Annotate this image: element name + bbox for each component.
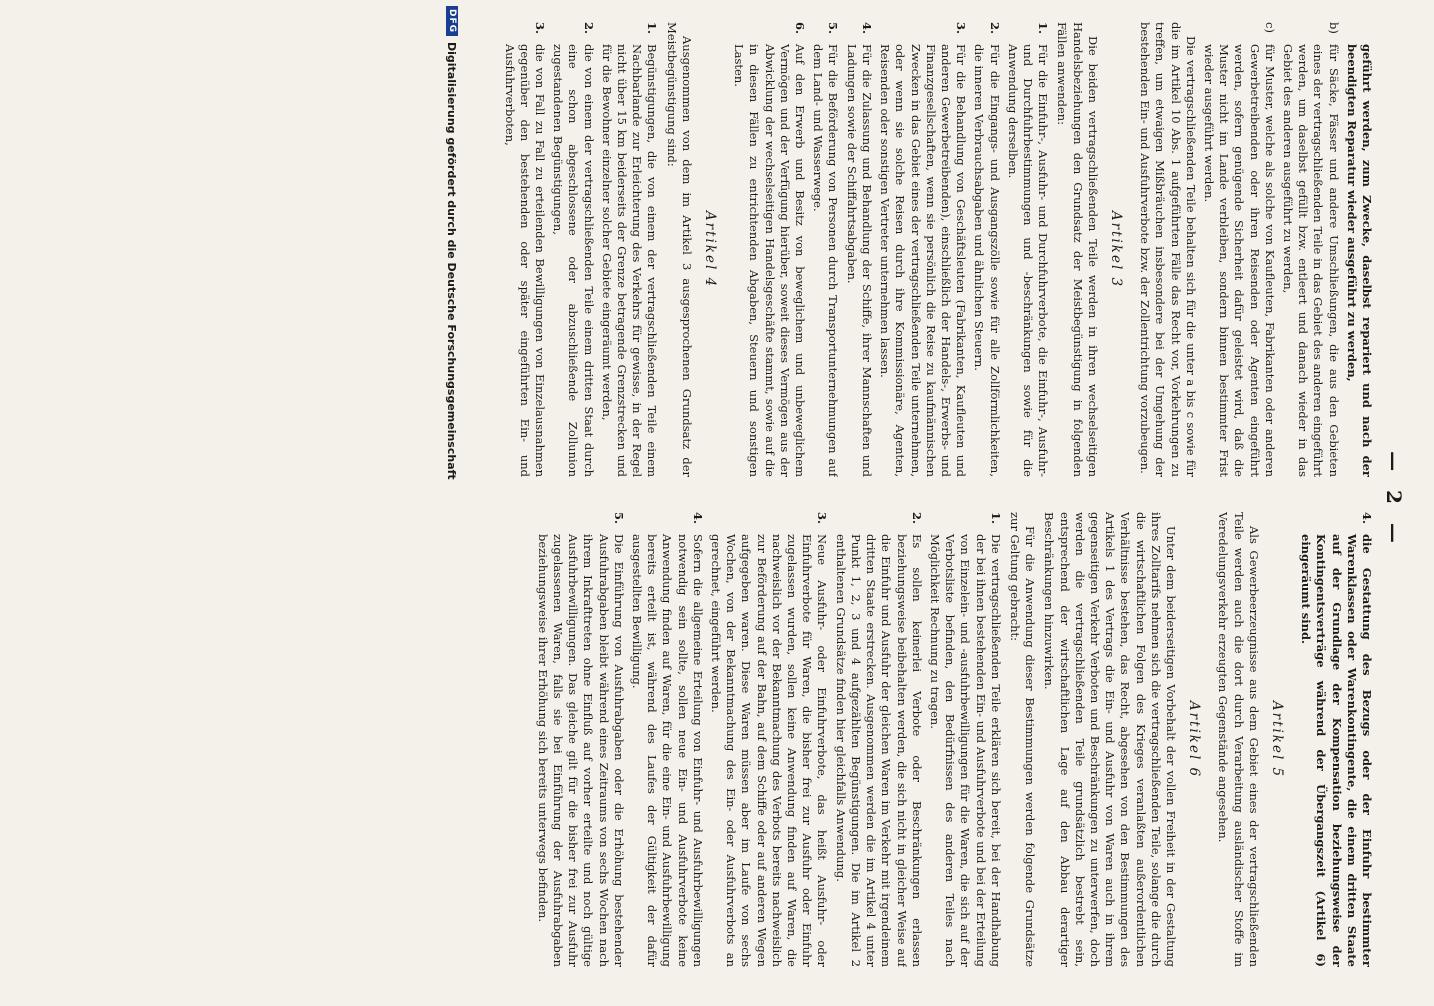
- list-marker: 4.: [690, 512, 705, 525]
- article-heading: Artikel 3: [1107, 210, 1124, 289]
- list-marker: 5.: [826, 22, 841, 35]
- list-item: [629, 512, 705, 967]
- list-marker: 6.: [793, 22, 808, 35]
- paragraph: Als Gewerbeerzeugnisse aus dem Gebiet eines der vertragschließenden Teile werden auch die dort durch Verarbeitung ausländischer Stoffe im Veredelungsverkehr erzeugten Gegenstände angesehen.: [1216, 512, 1261, 967]
- list-item: [844, 22, 874, 477]
- list-item: [877, 22, 968, 477]
- right-column: [74, 512, 1374, 967]
- list-item: [833, 512, 924, 967]
- paragraph: Die beiden vertragschließenden Teile werden in ihren wechselseitigen Handelsbeziehungen den Grundsatz der Meistbegünstigung in folgenden Fällen anwenden:: [1055, 22, 1100, 477]
- list-marker: 4.: [1360, 512, 1374, 525]
- article-heading: Artikel 6: [1186, 700, 1203, 779]
- article-6-list: [535, 512, 1003, 967]
- article-heading: Artikel 4: [702, 210, 719, 289]
- list-text: Für die Behandlung von Geschäftsleuten (Fabrikanten, Kaufleuten und anderen Gewerbetreibenden), einschließlich der Handels-, Erwerbs- und Finanzgesellschaften, wenn sie persönlich die Reise zu kaufmännischen Zwecken in das Gebiet eines der vertragschließenden Teile unternehmen, oder wenn sie solche Reisen durch ihre Kommissionäre, Agenten, Reisenden oder sonstigen Vertreter unternehmen lassen.: [878, 44, 969, 477]
- list-item: [1298, 512, 1374, 967]
- list-item: [1005, 22, 1051, 477]
- list-marker: 2.: [581, 22, 596, 35]
- list-item: [501, 22, 547, 477]
- list-item: [599, 22, 660, 477]
- list-item: [1201, 22, 1277, 477]
- article-4-list: [501, 22, 659, 477]
- list-text: Für die Beförderung von Personen durch Transportunternehmungen auf dem Land- und Wasserwege.: [811, 44, 841, 477]
- list-marker: [1344, 22, 1374, 44]
- list-marker: 3.: [533, 22, 548, 35]
- list-text: die Gestattung des Bezugs oder der Einfuhr bestimmter Warenklassen oder Warenkontingente, die einem dritten Staate auf der Grundlage der Kompensation beziehungsweise der Kontingentsverträge während der Übergangszeit (Artikel 6) eingeräumt sind.: [1299, 534, 1374, 967]
- paragraph: Die vertragschließenden Teile behalten sich für die unter a bis c sowie für die im Artikel 10 Abs. 1 aufgeführten Fälle das Recht vor, Vorkehrungen zu treffen, um etwaigen Mißbräuchen insbesondere bei der Umgehung der bestehenden Ein- und Ausfuhrverbote bzw. der Zollentrichtung vorzubeugen.: [1138, 22, 1198, 477]
- list-item: [708, 512, 830, 967]
- list-marker: 3.: [815, 512, 830, 525]
- list-item: [1280, 22, 1341, 477]
- paragraph: Unter dem beiderseitigen Vorbehalt der vollen Freiheit in der Gestaltung ihres Zolltarifs nehmen sich die vertragschließenden Teile, solange die durch die wirtschaftlichen Folgen des Krieges veranlaßten außerordentlichen Verhältnisse bestehen, das Recht, abgesehen von den Bestimmungen des Artikels 1 des Vertrags die Ein- und Ausfuhr von Waren auch in ihrem gegenseitigen Verkehr Verboten und Beschränkungen zu unterwerfen, doch werden die vertragschließenden Teile grundsätzlich bestrebt sein, entsprechend der wirtschaftlichen Lage auf den Abbau derartiger Beschränkungen hinzuwirken.: [1042, 512, 1178, 967]
- list-marker: 3.: [954, 22, 969, 35]
- list-text: für Säcke, Fässer und andere Umschließungen, die aus den Gebieten eines der vertragschließenden Teile in das Gebiet des anderen eingeführt werden, um daselbst gefüllt bzw. entleert und danach wieder in das Gebiet des anderen ausgeführt zu werden,: [1280, 44, 1341, 477]
- list-marker: c): [1262, 22, 1277, 33]
- list-marker: 1.: [988, 512, 1003, 525]
- list-marker: 2.: [987, 22, 1002, 35]
- list-text: Begünstigungen, die von einem der vertragschließenden Teile einem Nachbarlande zur Erleichterung des Verkehrs für gewisse, in der Regel nicht über 15 km beiderseits der Grenze betragende Grenzstrecken und für die Bewohner einzelner solcher Gebiete eingeräumt werden,: [599, 44, 660, 477]
- list-item: [731, 22, 807, 477]
- list-text: Neue Ausfuhr- oder Einfuhrverbote, das heißt Ausfuhr- oder Einfuhrverbote für Waren, die bisher frei zur Ausfuhr oder Einfuhr zugelassen wurden, sollen keine Anwendung finden auf Waren, die nachweislich vor der Bekanntmachung des Verbots bereits nachweislich zur Beförderung auf der Bahn, auf dem Schiffe oder auf anderen Wegen aufgegeben waren. Diese Waren müssen aber im Laufe von sechs Wochen, von der Bekanntmachung des Ein- oder Ausfuhrverbots an gerechnet, eingeführt werden.: [709, 534, 830, 967]
- list-marker: b): [1326, 22, 1341, 34]
- list-text: Es sollen keinerlei Verbote oder Beschränkungen erlassen beziehungsweise beibehalten werden, die sich nicht in gleicher Weise auf die Einfuhr und Ausfuhr der gleichen Waren im Verkehr mit irgendeinem dritten Staate erstrecken. Ausgenommen werden die im Artikel 4 unter Punkt 1, 2, 3 und 4 aufgezählten Begünstigungen. Die im Artikel 2 enthaltenen Grundsätze finden hier gleichfalls Anwendung.: [833, 534, 924, 967]
- list-text: die von einem der vertragschließenden Teile einem dritten Staat durch eine schon abgeschlossene oder abzuschließende Zollunion zugestandenen Begünstigungen,: [551, 44, 596, 477]
- list-marker: 1.: [1036, 22, 1051, 35]
- list-item: [535, 512, 626, 967]
- list-marker: 2.: [909, 512, 924, 525]
- article-heading: Artikel 5: [1268, 700, 1285, 779]
- list-text: Für die Zulassung und Behandlung der Schiffe, ihrer Mannschaften und Ladungen sowie der Schiffahrtsabgaben.: [844, 44, 874, 477]
- footer-text: Digitalisierung gefördert durch die Deutsche Forschungsgemeinschaft: [445, 42, 459, 480]
- dfg-logo: DFG: [446, 6, 458, 36]
- list-item: [927, 512, 1003, 967]
- list-text: Sofern die allgemeine Erteilung von Einfuhr- und Ausfuhrbewilligungen notwendig sein sollte, sollen neue Ein- und Ausfuhrverbote keine Anwendung finden auf Waren, für die eine Ein- und Ausfuhrbewilligung bereits erteilt ist, während des Laufes der Gültigkeit der dafür ausgestellten Bewilligung.: [630, 534, 705, 967]
- list-text: Auf den Erwerb und Besitz von beweglichem und unbeweglichem Vermögen und der Verfügung hierüber, soweit dieses Vermögen aus der Abwicklung der wechselseitigen Handelsgeschäfte stammt, sowie auf die in diesen Fällen zu entrichtenden Abgaben, Steuern und sonstigen Lasten.: [732, 44, 808, 477]
- list-text: Für die Eingangs- und Ausgangszölle sowie für alle Zollförmlichkeiten, die inneren Verbrauchsabgaben und ähnlichen Steuern.: [972, 44, 1002, 477]
- list-marker: 5.: [611, 512, 626, 525]
- page-number: — 2 —: [1382, 451, 1406, 549]
- intro-list: [1201, 22, 1374, 477]
- list-text: Die Einführung von Ausfuhrabgaben oder die Erhöhung bestehender Ausfuhrabgaben bleibt während eines Zeitraums von sechs Wochen nach ihrem Inkrafttreten ohne Einfluß auf vorher erteilte und noch gültige Ausfuhrbewilligungen. Das gleiche gilt für die bisher frei zur Ausfuhr zugelassenen Waren, falls sie bei Einführung der Ausfuhrabgaben beziehungsweise ihrer Erhöhung sich bereits unterwegs befinden.: [535, 534, 626, 967]
- list-item: [971, 22, 1001, 477]
- list-text: Die vertragschließenden Teile erklären sich bereit, bei der Handhabung der bei ihnen bestehenden Ein- und Ausfuhrverbote und bei der Erteilung von Einzelein- und -ausfuhrbewilligungen für die Waren, die sich auf der Verbotsliste befinden, den Bedürfnissen des anderen Teiles nach Möglichkeit Rechnung zu tragen.: [927, 534, 1003, 967]
- list-text: die von Fall zu Fall zu erteilenden Bewilligungen von Einzelausnahmen gegenüber den bestehenden oder später eingeführten Ein- und Ausfuhrverboten,: [502, 44, 548, 477]
- list-text: für Muster, welche als solche von Kaufleuten, Fabrikanten oder anderen Gewerbetreibenden oder ihren Reisenden oder Agenten eingeführt werden, sofern genügende Sicherheit dafür geleistet wird, daß die Muster nicht im Lande verbleiben, sondern binnen bestimmter Frist wieder ausgeführt werden.: [1201, 44, 1277, 477]
- list-item: [550, 22, 596, 477]
- list-text: Für die Einfuhr-, Ausfuhr- und Durchfuhrverbote, die Einfuhr-, Ausfuhr- und Durchfuhrbestimmungen und -beschränkungen sowie für die Anwendung derselben.: [1005, 44, 1051, 477]
- list-marker: 1.: [645, 22, 660, 35]
- digitization-footer: [442, 0, 462, 1006]
- list-item: [810, 22, 840, 477]
- list-item: [1344, 22, 1374, 477]
- left-column: [74, 22, 1374, 477]
- paragraph: Ausgenommen von dem im Artikel 3 ausgesprochenen Grundsatz der Meistbegünstigung sind:: [664, 22, 694, 477]
- list-marker: 4.: [859, 22, 874, 35]
- paragraph: Für die Anwendung dieser Bestimmungen werden folgende Grundsätze zur Geltung gebracht:: [1007, 512, 1038, 967]
- article-3-list: [731, 22, 1050, 477]
- list-text: geführt werden, zum Zwecke, daselbst repariert und nach der beendigten Reparatur wieder ausgeführt zu werden,: [1344, 44, 1374, 477]
